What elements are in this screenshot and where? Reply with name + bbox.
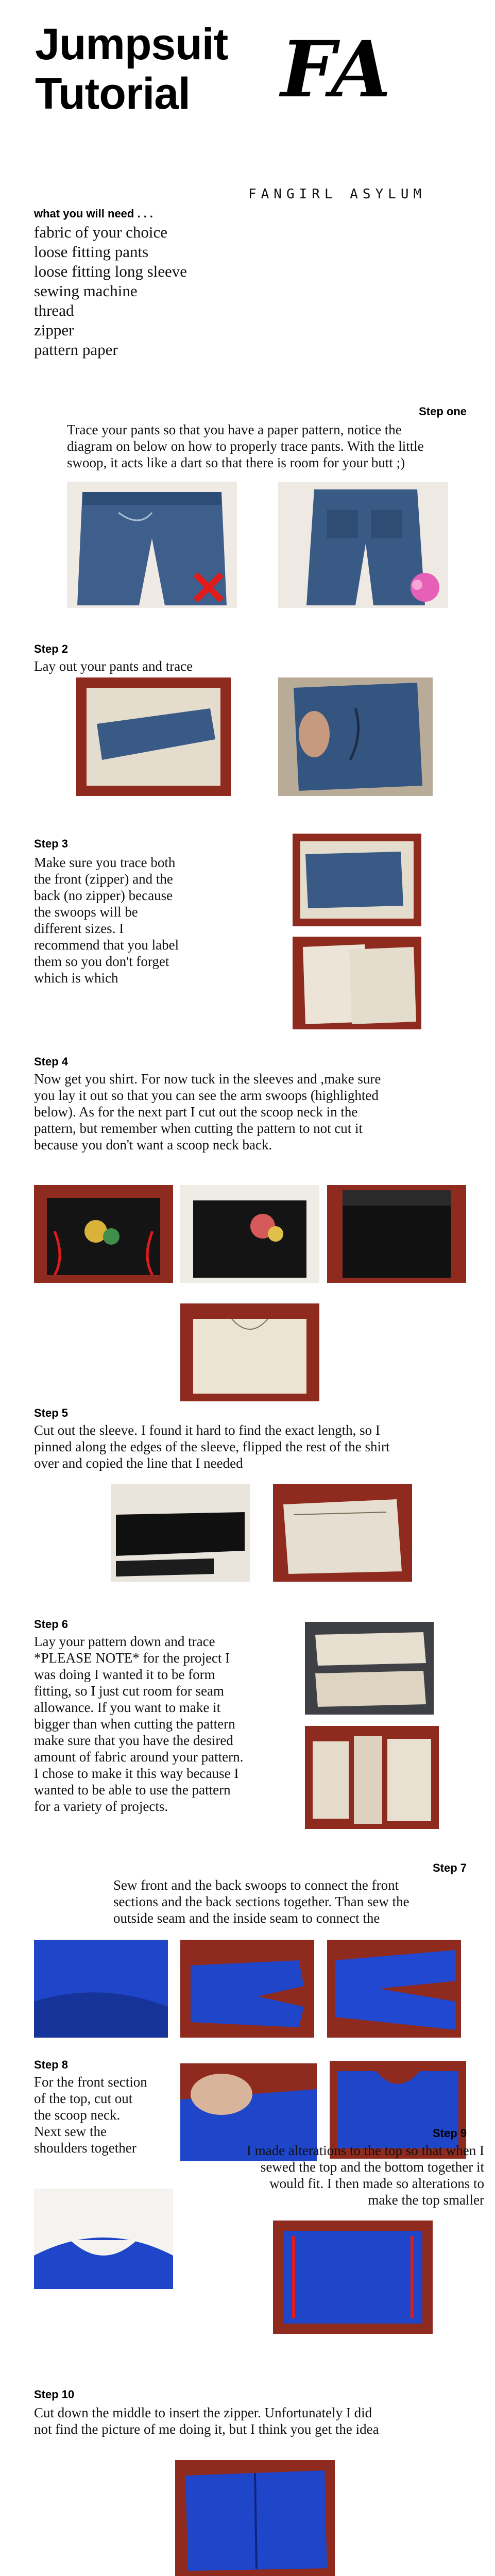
photo-top-altered [273,2221,433,2334]
step-6-text: Lay your pattern down and trace *PLEASE NOTE* for the project I was doing I wanted it to be form fitting, so I just cut room for seam allowance. If you want to make it bigger than when cutting the pattern make sure that you have the desired amount of fabric around your pattern. I chose to make it this way because I wanted to be able to use the pattern for a variety of projects. [34,1634,244,1814]
photo-tracing-closeup [278,677,433,796]
step-10-label: Step 10 [34,2388,75,2401]
step-1-label: Step one [419,405,467,418]
step-3-text: Make sure you trace both the front (zipper) and the back (no zipper) because the swoops will be different sizes. I recommend that you label them so you don't forget which is which [34,855,179,986]
fa-monogram-logo: FA [281,24,391,115]
photo-blue-seam [34,1940,168,2038]
step-3-label: Step 3 [34,837,69,850]
needs-item: fabric of your choice [34,223,168,241]
step-5-text: Cut out the sleeve. I found it hard to find the exact length, so I pinned along the edges of the sleeve, flipped the rest of the shirt over and copied the line that I needed [34,1422,390,1471]
step-9-label: Step 9 [432,2127,467,2140]
needs-item: pattern paper [34,341,118,359]
step-7-label: Step 7 [432,1861,467,1874]
photo-pattern-on-fabric [305,1622,434,1715]
needs-item: sewing machine [34,282,138,300]
photo-cut-pieces [305,1726,439,1829]
photo-shirt-back [327,1185,466,1283]
page-title-line-2: Tutorial [35,69,190,118]
photo-shirt-pattern [180,1303,319,1401]
step-6-label: Step 6 [34,1618,69,1631]
photo-shirt-flat [180,1185,319,1283]
step-2-label: Step 2 [34,642,69,655]
step-8-text: For the front section of the top, cut out the scoop neck. Next sew the shoulders together [34,2074,147,2156]
brand-name: FANGIRL ASYLUM [248,187,426,202]
needs-item: loose fitting long sleeve [34,262,187,280]
photo-sleeve-pinned [111,1484,250,1582]
photo-pants-traced [76,677,231,796]
needs-heading: what you will need . . . [34,207,153,220]
needs-item: loose fitting pants [34,243,149,261]
photo-traced-patterns [293,937,421,1029]
step-9-text: I made alterations to the top so that when I sewed the top and the bottom together it would fit. I then made so alterations to make the top smaller [246,2143,484,2208]
photo-pants-on-paper [293,834,421,926]
photo-jeans-back [278,482,448,608]
step-2-text: Lay out your pants and trace [34,658,193,674]
page-title-line-1: Jumpsuit [35,20,228,69]
needs-list [34,223,187,360]
photo-blue-legs [327,1940,461,2038]
photo-sleeve-pattern [273,1484,412,1582]
step-1-text: Trace your pants so that you have a paper pattern, notice the diagram on below on how to properly trace pants. With the little swoop, it acts like a dart so that there is room for your butt ;) [67,422,424,470]
needs-item: thread [34,301,74,319]
step-10-text: Cut down the middle to insert the zipper. Unfortunately I did not find the picture of me doing it, but I think you get the idea [34,2405,379,2437]
photo-shoulders-sewn [34,2189,173,2289]
step-7-text: Sew front and the back swoops to connect the front sections and the back sections together. Than sew the outside seam and the inside seam to connect the [113,1877,409,1926]
photo-blue-pants-sewn [180,1940,314,2038]
photo-jeans-front [67,482,237,608]
needs-item: zipper [34,321,74,339]
step-8-label: Step 8 [34,2058,69,2071]
photo-shirt-highlighted [34,1185,173,1283]
step-5-label: Step 5 [34,1406,69,1419]
step-4-label: Step 4 [34,1055,69,1068]
step-4-text: Now get you shirt. For now tuck in the sleeves and ,make sure you lay it out so that you can see the arm swoops (highlighted below). As for the next part I cut out the scoop neck in the pattern, but remember when cutting the pattern to not cut it because you don't want a scoop neck back. [34,1071,381,1153]
photo-zipper-cut [175,2460,335,2576]
